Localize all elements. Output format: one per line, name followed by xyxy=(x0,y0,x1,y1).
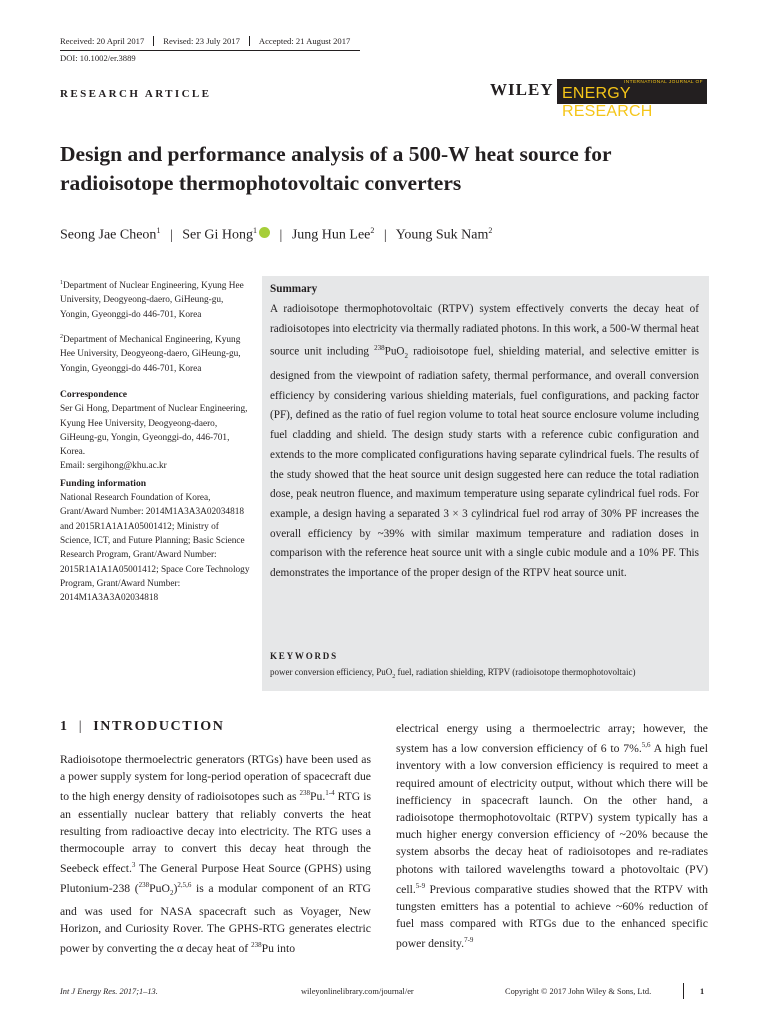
keywords-part-2: fuel, radiation shielding, RTPV (radioisotope thermophotovoltaic) xyxy=(395,667,636,677)
section-title: INTRODUCTION xyxy=(93,719,225,734)
affiliations-column xyxy=(60,276,250,605)
journal-logo-big: ENERGY RESEARCH xyxy=(562,85,653,120)
citation-ref[interactable]: 2,5,6 xyxy=(177,881,192,890)
page-number: 1 xyxy=(700,987,705,996)
intro-text: Previous comparative studies showed that the RTPV with tungsten emitters has a potential to achieve ~60% reduction of fuel mass compared with RTGs due to the enhanced specific power density. xyxy=(396,882,708,951)
footer-url[interactable]: wileyonlinelibrary.com/journal/er xyxy=(301,987,414,996)
accepted-date: Accepted: 21 August 2017 xyxy=(258,36,351,46)
intro-text: Pu. xyxy=(309,790,326,804)
footer-citation: Int J Energy Res. 2017;1–13. xyxy=(60,987,158,996)
summary-part-2: radioisotope fuel, shielding material, and selective emitter is designed from the viewpoint of radiation safety, thermal performance, and overall conversion efficiency by considering various shielding materials, fuel configurations, and packing factor (PF), defined as the ratio of fuel region volume to total heat source enclosure volume including fuel cladding and shield. The design study starts with a reference cubic configuration and extends to the more complicated configurations having separate cylindrical fuels. The results of the study showed that the heat source unit design suggested here can reduce the total radiation dose, peak neutron fluence, and maximum temperature using separate cylindrical fuel rods. For example, a design having a separated 3 × 3 cylindrical fuel rod array of 30% PF increases the overall efficiency by ~39% with similar maximum temperature and radiation doses in comparison with the reference heat source unit with a single cubic module and a 10% PF. This demonstrates the importance of the proper design of the RTPV heat source unit. xyxy=(270,346,699,580)
article-dates xyxy=(60,36,359,46)
correspondence-heading: Correspondence xyxy=(60,388,127,400)
funding-text: National Research Foundation of Korea, Grant/Award Number: 2014M1A3A3A02034818 and 2015R1A1A1A05001412; Ministry of Science, ICT, and Future Planning; Basic Science Research Program, Grant/Award Number: 2015R1A1A1A05001412; Space Core Technology Program, Grant/Award Number: 2014M1A3A3A02034818 xyxy=(60,493,250,604)
summary-isotope-mass: 238 xyxy=(374,344,385,353)
citation-ref[interactable]: 1-4 xyxy=(325,789,335,798)
author-1-aff: 1 xyxy=(156,226,161,235)
section-sep: | xyxy=(78,719,84,734)
section-number: 1 xyxy=(60,719,69,734)
correspondence-email[interactable]: Email: sergihong@khu.ac.kr xyxy=(60,461,167,472)
author-sep: | xyxy=(279,227,283,243)
affiliation-2-text: Department of Mechanical Engineering, Kyung Hee University, Deogyeong-daero, GiHeung-gu, Yongin, Gyeonggi-do 446-701, Korea xyxy=(60,335,241,374)
intro-text: Pu into xyxy=(261,941,296,955)
author-3[interactable]: Jung Hun Lee xyxy=(291,227,371,243)
affiliation-1-text: Department of Nuclear Engineering, Kyung Hee University, Deogyeong-daero, GiHeung-gu, Yongin, Gyeonggi-do 446-701, Korea xyxy=(60,281,244,320)
correspondence-text: Ser Gi Hong, Department of Nuclear Engineering, Kyung Hee University, Deogyeong-daero, GiHeung-gu, Yongin, Gyeonggi-do, 446-701, Korea. xyxy=(60,404,248,458)
intro-text: electrical energy using a thermoelectric array; however, the system has a low conversion efficiency of 6 to 7%. xyxy=(396,722,708,756)
orcid-icon[interactable] xyxy=(259,227,270,238)
intro-column-1 xyxy=(60,751,371,957)
intro-text: ) xyxy=(173,882,178,896)
funding-heading: Funding information xyxy=(60,477,147,489)
intro-text: PuO xyxy=(149,882,170,896)
intro-text: The General Purpose Heat Source (GPHS) using Plutonium-238 ( xyxy=(60,862,371,896)
keywords-part-1: power conversion efficiency, PuO xyxy=(270,667,393,677)
author-4-aff: 2 xyxy=(488,226,493,235)
citation-ref[interactable]: 7-9 xyxy=(464,936,474,945)
author-4[interactable]: Young Suk Nam xyxy=(395,227,489,243)
isotope-mass: 238 xyxy=(251,941,262,950)
summary-heading: Summary xyxy=(270,283,318,295)
affiliation-1 xyxy=(60,276,250,322)
keywords-heading: KEYWORDS xyxy=(270,651,338,661)
publisher-logo: WILEY xyxy=(490,80,554,99)
header-rule xyxy=(60,50,360,51)
journal-logo-small: INTERNATIONAL JOURNAL OF xyxy=(624,80,703,85)
affiliation-2 xyxy=(60,330,250,376)
intro-text: Radioisotope thermoelectric generators (RTGs) have been used as a power supply system for long-period operation of spacecraft due to the high energy density of radioisotopes such as xyxy=(60,753,371,804)
affiliation-2-num: 2 xyxy=(60,333,63,340)
article-type: RESEARCH ARTICLE xyxy=(60,88,212,100)
citation-ref[interactable]: 5,6 xyxy=(641,741,651,750)
isotope-mass: 238 xyxy=(299,789,310,798)
formula-sub: 2 xyxy=(169,889,174,898)
keywords-sub: 2 xyxy=(392,673,396,680)
isotope-mass: 238 xyxy=(138,881,150,890)
footer-copyright: Copyright © 2017 John Wiley & Sons, Ltd. xyxy=(505,987,652,996)
journal-logo xyxy=(557,79,707,120)
received-date: Received: 20 April 2017 xyxy=(60,36,154,46)
citation-ref[interactable]: 5-9 xyxy=(415,881,426,890)
doi[interactable]: DOI: 10.1002/er.3889 xyxy=(60,53,136,63)
intro-text: is a modular component of an RTG and was used for NASA spacecraft such as Voyager, New Horizon, and Curiosity Rover. The GPHS-RTG generates electric power by converting the α decay heat of xyxy=(60,882,371,955)
summary-text xyxy=(270,300,699,584)
author-sep: | xyxy=(383,227,387,243)
author-2-aff: 1 xyxy=(253,226,258,235)
revised-date: Revised: 23 July 2017 xyxy=(154,36,250,46)
summary-isotope-sub: 2 xyxy=(404,352,408,361)
introduction-heading xyxy=(60,719,224,735)
title-line-2: radioisotope thermophotovoltaic converters xyxy=(60,171,462,195)
footer-divider xyxy=(683,983,684,999)
title-line-1: Design and performance analysis of a 500-W heat source for xyxy=(60,142,612,166)
author-sep: | xyxy=(169,227,173,243)
author-list xyxy=(60,226,492,244)
author-3-aff: 2 xyxy=(370,226,375,235)
affiliation-1-num: 1 xyxy=(60,280,63,286)
summary-part-1: A radioisotope thermophotovoltaic (RTPV) system effectively converts the decay heat of radioisotopes into electricity via thermally radiated photons. In this work, a 500-W thermal heat source unit including xyxy=(270,303,699,359)
intro-column-2 xyxy=(396,720,708,952)
author-2[interactable]: Ser Gi Hong xyxy=(182,227,254,243)
article-title xyxy=(60,140,720,198)
citation-ref[interactable]: 3 xyxy=(131,861,136,870)
intro-text: A high fuel inventory with a low conversion efficiency is required to meet a required amount of electricity output, without which there will be inefficiency in spacecraft launch. On the other hand, a radioisotope thermophotovoltaic (RTPV) system typically has a much higher energy conversion efficiency of ~20% because the system absorbs the decay heat of radioisotopes and re-radiates photons with tailored wavelengths toward a photovoltaic (PV) cell. xyxy=(396,742,708,896)
intro-text: RTG is an essentially nuclear battery that reliably converts the heat resulting from radioactive decay into electricity. The RTG uses a thermocouple array to convert this decay heat through the Seebeck effect. xyxy=(60,790,372,875)
summary-isotope: PuO xyxy=(384,346,405,359)
author-1[interactable]: Seong Jae Cheon xyxy=(60,227,157,243)
keywords-text xyxy=(270,667,635,680)
